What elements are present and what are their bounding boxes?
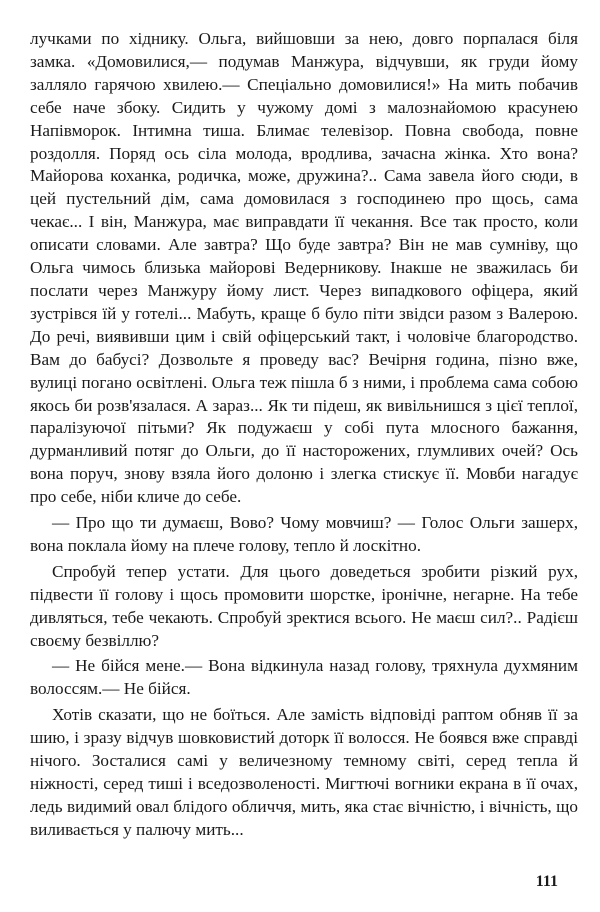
paragraph-1: лучками по хіднику. Ольга, вийшовши за нею, довго порпалася біля замка. «Домовилися,— подумав Манжура, відчувши, як груди йому залляло гарячою хвилею.— Спеціально домовилися!» На мить побачив себе наче збоку. Сидить у чужому домі з малознайомою красунею Напівморок. Інтимна тиша. Блимає телевізор. Повна свобода, повне роздолля. Поряд ось сіла молода, вродлива, зачасна жінка. Хто вона? Майорова коханка, родичка, може, дружина?.. Сама завела його сюди, в цей пустельний дім, сама домовилася з господинею про щось, сама чекає... І він, Манжура, має виправдати її чекання. Все так просто, коли описати словами. Але завтра? Що буде завтра? Він не мав сумніву, що Ольга чимось близька майорові Ведерникову. Інакше не зважилась би послати через Манжуру йому лист. Через випадкового офіцера, який зустрівся їй у готелі... Мабуть, краще б було піти звідси разом з Валерою. До речі, виявивши цим і свій офіцерський такт, і чоловіче благородство. Вам до бабусі? Дозвольте я проведу вас? Вечірня година, пізно вже, вулиці погано освітлені. Ольга теж пішла б з ними, і проблема сама собою якось би розв'язалася. А зараз... Як ти підеш, як вивільнишся з цієї теплої, паралізуючої пітьми? Як подужаєш у собі пута млосного бажання, дурманливий потяг до Ольги, до її насторожених, глумливих очей? Ось вона поруч, знову взяла його долоню і злегка стискує її. Мовби нагадує про себе, ніби кличе до себе. (30, 29, 578, 507)
paragraph-4: — Не бійся мене.— Вона відкинула назад голову, тряхнула духмяним волоссям.— Не бійся. (30, 656, 578, 699)
paragraph-2: — Про що ти думаєш, Вово? Чому мовчиш? — Голос Ольги зашерх, вона поклала йому на плече голову, тепло й лоскітно. (30, 513, 578, 555)
page-body (30, 28, 578, 842)
paragraph-3: Спробуй тепер устати. Для цього доведеться зробити різкий рух, підвести її голову і щось промовити шорстке, іронічне, негарне. На тебе дивляться, тебе чекають. Спробуй зректися всього. Не маєш сил?.. Радієш своєму безвіллю? (30, 561, 578, 650)
paragraph-5: Хотів сказати, що не боїться. Але замість відповіді раптом обняв її за шию, і зразу відчув шовковистий доторк її волосся. Не боявся вже справді нічого. Зосталися самі у величезному темному світі, серед тепла й ніжності, серед тиші і вседозволеності. Мигтючі вогники екрана в її очах, ледь видимий овал блідого обличчя, мить, яка стає вічністю, і вічність, що виливається у палючу мить... (30, 705, 578, 839)
page-number: 111 (535, 873, 558, 890)
